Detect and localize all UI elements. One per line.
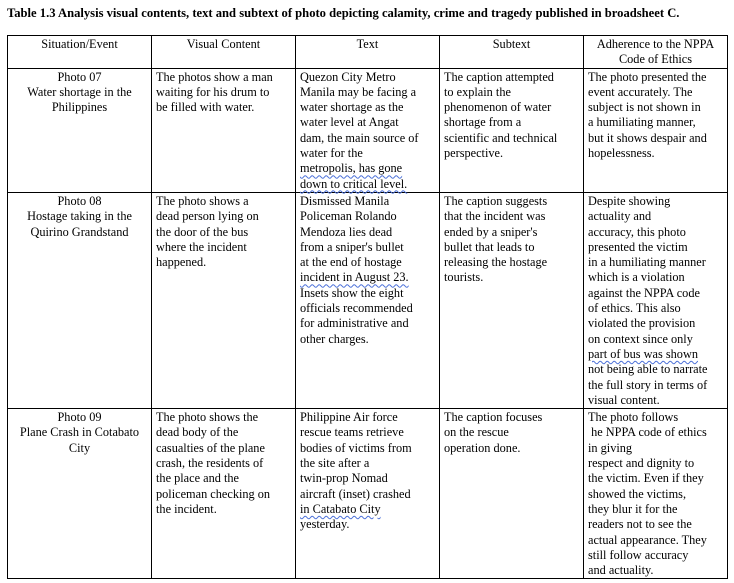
cell-adherence: Despite showing actuality and accuracy, this photo presented the victim in a humiliating manner which is a violation against the NPPA code of ethics. This also violated the provision on context since only part of bus was shown not being able to narrate the full story in terms of visual content.	[584, 192, 728, 408]
cell-subtext: The caption attempted to explain the phenomenon of water shortage from a scientific and technical perspective.	[440, 68, 584, 192]
table-row	[8, 192, 728, 408]
cell-text: Dismissed Manila Policeman Rolando Mendoza lies dead from a sniper's bullet at the end of hostage incident in August 23. Insets show the eight officials recommended for administrative and other charges.	[296, 192, 440, 408]
header-visual-content: Visual Content	[152, 36, 296, 69]
analysis-table	[7, 35, 728, 579]
cell-visual-content: The photo shows the dead body of the casualties of the plane crash, the residents of the place and the policeman checking on the incident.	[152, 409, 296, 579]
header-text: Text	[296, 36, 440, 69]
cell-adherence: The photo presented the event accurately. The subject is not shown in a humiliating manner, but it shows despair and hopelessness.	[584, 68, 728, 192]
table-caption: Table 1.3 Analysis visual contents, text and subtext of photo depicting calamity, crime and tragedy published in broadsheet C.	[7, 6, 680, 20]
cell-situation: Photo 07 Water shortage in the Philippines	[8, 68, 152, 192]
cell-situation: Photo 09 Plane Crash in Cotabato City	[8, 409, 152, 579]
header-situation: Situation/Event	[8, 36, 152, 69]
header-adherence: Adherence to the NPPA Code of Ethics	[584, 36, 728, 69]
cell-subtext: The caption suggests that the incident was ended by a sniper's bullet that leads to releasing the hostage tourists.	[440, 192, 584, 408]
cell-situation: Photo 08 Hostage taking in the Quirino Grandstand	[8, 192, 152, 408]
table-row	[8, 68, 728, 192]
header-subtext: Subtext	[440, 36, 584, 69]
cell-subtext: The caption focuses on the rescue operation done.	[440, 409, 584, 579]
cell-visual-content: The photos show a man waiting for his drum to be filled with water.	[152, 68, 296, 192]
cell-visual-content: The photo shows a dead person lying on the door of the bus where the incident happened.	[152, 192, 296, 408]
cell-text: Philippine Air force rescue teams retrieve bodies of victims from the site after a twin-prop Nomad aircraft (inset) crashed in Catabato City yesterday.	[296, 409, 440, 579]
cell-adherence: The photo follows he NPPA code of ethics in giving respect and dignity to the victim. Even if they showed the victims, they blur it for the readers not to see the actual appearance. They still follow accuracy and actuality.	[584, 409, 728, 579]
cell-text: Quezon City Metro Manila may be facing a water shortage as the water level at Angat dam, the main source of water for the metropolis, has gone down to critical level.	[296, 68, 440, 192]
table-row	[8, 409, 728, 579]
table-header-row	[8, 36, 728, 69]
